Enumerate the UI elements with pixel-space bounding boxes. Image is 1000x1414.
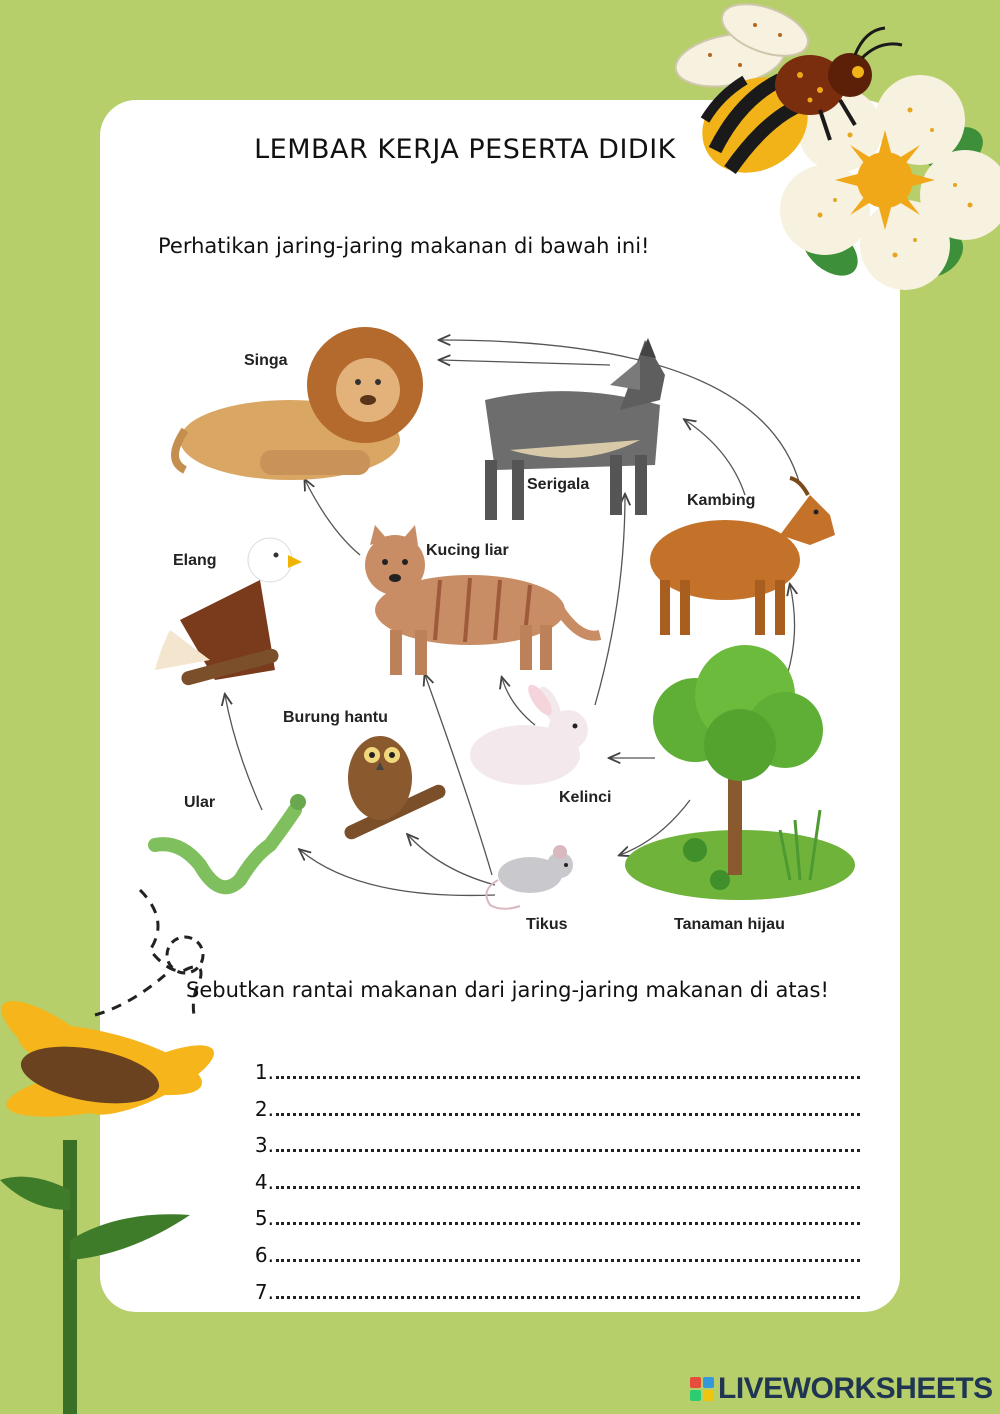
answer-blank[interactable]: [276, 1058, 860, 1079]
arrow-ular-elang: [225, 695, 262, 810]
label-kelinci: Kelinci: [559, 789, 612, 806]
label-kucing-liar: Kucing liar: [426, 542, 509, 559]
label-tikus: Tikus: [526, 916, 568, 933]
answer-line-1[interactable]: [248, 1058, 860, 1095]
answer-line-2[interactable]: [248, 1095, 860, 1132]
answer-blank[interactable]: [276, 1131, 860, 1152]
answer-line-7[interactable]: [248, 1278, 860, 1315]
answer-number: 6.: [254, 1242, 274, 1267]
label-kambing: Kambing: [687, 492, 756, 509]
sunflower-decoration: [0, 880, 250, 1414]
food-web-diagram: [140, 300, 860, 950]
answer-blank[interactable]: [276, 1278, 860, 1299]
owl-image: [342, 736, 448, 842]
answer-line-5[interactable]: [248, 1204, 860, 1241]
lion-image: [175, 327, 423, 480]
answer-number: 1.: [254, 1060, 274, 1084]
label-tanaman-hijau: Tanaman hijau: [674, 916, 785, 933]
answer-blank[interactable]: [276, 1168, 860, 1189]
answer-blank[interactable]: [276, 1204, 860, 1225]
green-plant-image: [625, 645, 855, 900]
label-singa: Singa: [244, 352, 288, 369]
question-text: Sebutkan rantai makanan dari jaring-jaring makanan di atas!: [186, 978, 829, 1002]
instruction-text: Perhatikan jaring-jaring makanan di bawah ini!: [158, 234, 650, 258]
answer-line-6[interactable]: [248, 1241, 860, 1278]
worksheet-title: LEMBAR KERJA PESERTA DIDIK: [254, 134, 676, 165]
answer-list: [248, 1058, 860, 1314]
arrow-kambing-serigala: [685, 420, 745, 495]
arrow-tikus-kucing: [425, 675, 492, 875]
answer-number: 5.: [254, 1206, 274, 1231]
answer-number: 2.: [254, 1096, 274, 1121]
snake-image: [155, 794, 306, 887]
brand-text: LIVEWORKSHEETS: [718, 1372, 993, 1405]
answer-line-3[interactable]: [248, 1131, 860, 1168]
label-ular: Ular: [184, 794, 216, 811]
answer-blank[interactable]: [276, 1095, 860, 1116]
answer-blank[interactable]: [276, 1241, 860, 1262]
answer-number: 4.: [254, 1169, 274, 1194]
answer-number: 3.: [254, 1133, 274, 1158]
answer-number: 7.: [254, 1279, 274, 1304]
arrow-kucing-singa: [305, 480, 360, 555]
label-elang: Elang: [173, 552, 217, 569]
mouse-image: [486, 845, 573, 909]
liveworksheets-icon: [690, 1377, 714, 1401]
label-serigala: Serigala: [527, 476, 590, 493]
arrow-kelinci-serigala: [595, 495, 625, 705]
answer-line-4[interactable]: [248, 1168, 860, 1205]
label-burung-hantu: Burung hantu: [283, 709, 388, 726]
rabbit-image: [470, 681, 588, 785]
arrow-tanaman-kambing: [788, 585, 795, 672]
liveworksheets-logo[interactable]: [690, 1372, 993, 1406]
arrow-serigala-singa: [440, 360, 610, 365]
arrow-tikus-ular: [300, 850, 495, 895]
